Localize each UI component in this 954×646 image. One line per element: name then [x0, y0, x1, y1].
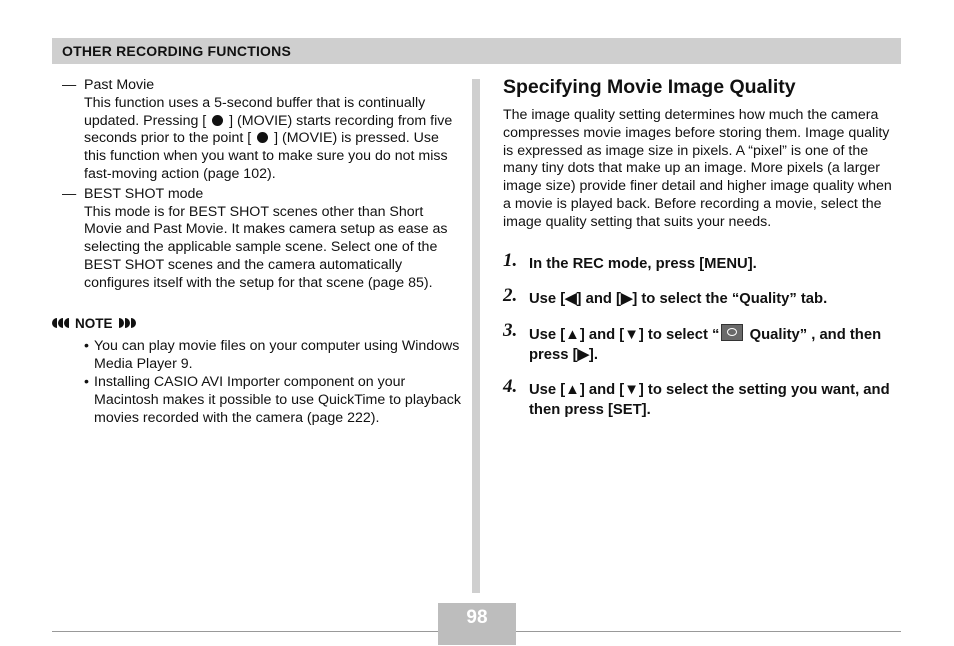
note-bullet-item: [84, 338, 462, 374]
past-movie-item: [62, 77, 462, 184]
past-movie-text-a: This function uses a 5-second buffer that is continually updated. Pressing [: [84, 94, 426, 129]
note-left-marker-icon: [52, 318, 69, 328]
note-right-marker-icon: [119, 318, 136, 328]
step-text: Use [▲] and [▼] to select the setting you want, and then press [SET].: [529, 381, 890, 418]
movie-button-icon: [212, 115, 223, 126]
step-2: [503, 284, 903, 309]
past-movie-title: Past Movie: [84, 77, 155, 93]
step-text-b: Quality” , and then press [▶].: [529, 326, 882, 363]
step-text-a: Use [▲] and [▼] to select “: [529, 326, 720, 343]
page-number-box: [438, 603, 516, 645]
best-shot-title: BEST SHOT mode: [84, 185, 204, 202]
step-text: Use [◀] and [▶] to select the “Quality” tab.: [529, 290, 828, 307]
note-bullet-text: You can play movie files on your computer using Windows Media Player 9.: [94, 338, 460, 373]
best-shot-item: [62, 186, 462, 293]
note-bullet-text: Installing CASIO AVI Importer component on your Macintosh makes it possible to use QuickTime to playback movies recorded with the camera (page 222).: [94, 373, 461, 426]
note-heading: [52, 315, 462, 333]
step-4: [503, 375, 903, 420]
past-movie-text-c: ] (MOVIE) is pressed. Use this function when you want to make sure you do not miss fast-moving action (page 102).: [84, 130, 448, 182]
movie-button-icon: [257, 132, 268, 143]
bullet-marker: •: [84, 338, 89, 355]
intro-paragraph: The image quality setting determines how much the camera compresses movie images before storing them. Image quality is expressed as image size in pixels. A “pixel” is one of the many tiny dots that make up an image. More pixels (a larger image size) provide finer detail and higher image quality when a movie is played back. Before recording a movie, select the image quality setting that suits your needs.: [503, 107, 892, 230]
note-bullets: [62, 338, 462, 427]
page-number: 98: [466, 607, 488, 628]
dash-marker: —: [62, 185, 77, 202]
header-bar: [52, 38, 901, 64]
step-number: 4.: [503, 375, 518, 397]
past-movie-description: [84, 95, 462, 184]
column-divider: [472, 79, 480, 593]
steps-list: [503, 249, 903, 420]
right-column: [503, 76, 903, 435]
step-3: [503, 319, 903, 365]
step-1: [503, 249, 903, 274]
step-number: 3.: [503, 319, 518, 341]
note-label: NOTE: [75, 315, 113, 331]
step-number: 1.: [503, 249, 518, 271]
step-number: 2.: [503, 284, 518, 306]
bullet-marker: •: [84, 373, 89, 390]
section-title: Specifying Movie Image Quality: [503, 76, 796, 98]
past-movie-text-b: ] (MOVIE) starts recording from five seconds prior to the point [: [84, 112, 453, 147]
step-text: In the REC mode, press [MENU].: [529, 255, 757, 272]
left-column: [62, 77, 462, 427]
dash-marker: —: [62, 77, 77, 93]
section-header-title: OTHER RECORDING FUNCTIONS: [62, 43, 291, 59]
note-bullet-item: [84, 374, 462, 427]
movie-quality-icon: [721, 324, 743, 341]
best-shot-description: This mode is for BEST SHOT scenes other than Short Movie and Past Movie. It makes camera setup as ease as selecting the applicable sample scene. Select one of the BEST SHOT scenes and the camera automatically configures itself with the setup for that scene (page 85).: [84, 203, 448, 291]
